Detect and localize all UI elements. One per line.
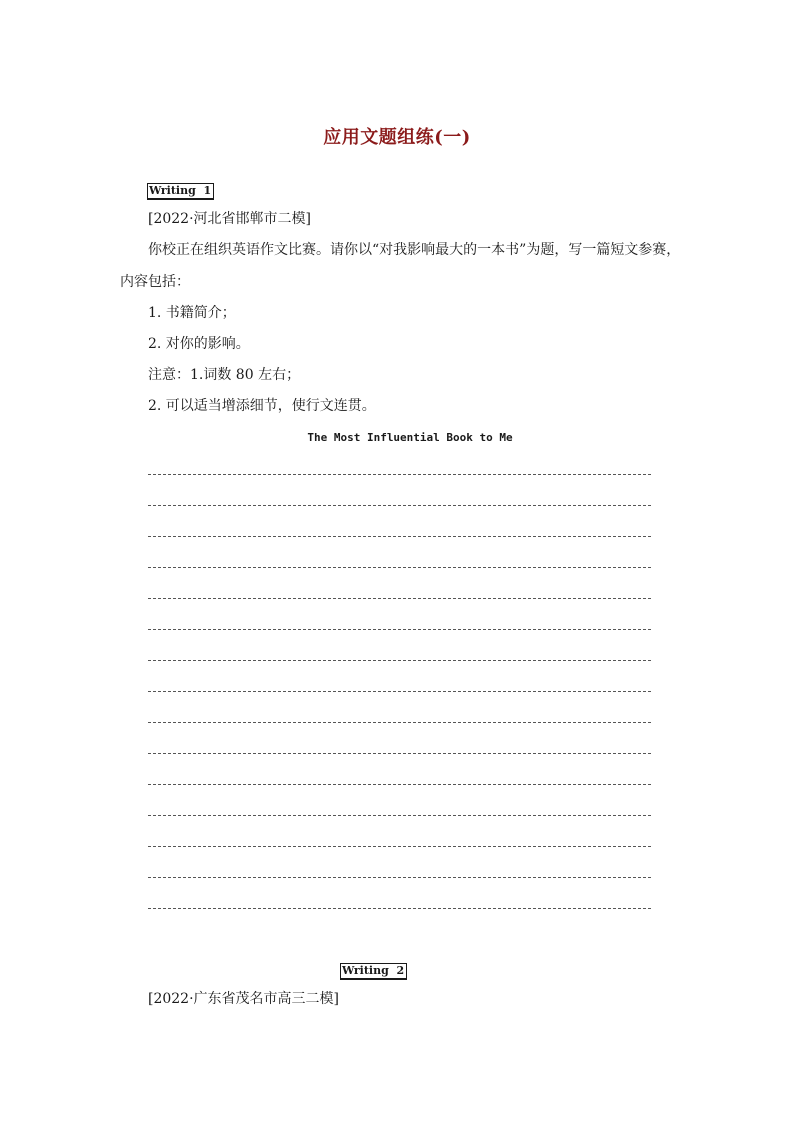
answer-line[interactable] xyxy=(148,536,651,537)
answer-line[interactable] xyxy=(148,505,651,506)
writing-1-note-1: 注意：1.词数 80 左右； xyxy=(148,367,301,383)
writing-1-prompt-line-1: 你校正在组织英语作文比赛。请你以“对我影响最大的一本书”为题，写一篇短文参赛， xyxy=(148,242,681,258)
answer-line[interactable] xyxy=(148,660,651,661)
answer-line[interactable] xyxy=(148,691,651,692)
essay-title: The Most Influential Book to Me xyxy=(307,431,513,444)
writing-1-item-1: 1. 书籍简介； xyxy=(148,305,236,321)
answer-line[interactable] xyxy=(148,753,651,754)
answer-line[interactable] xyxy=(148,629,651,630)
writing-1-item-2: 2. 对你的影响。 xyxy=(148,336,250,352)
writing-1-source: [2022·河北省邯郸市二模] xyxy=(148,211,312,227)
answer-line[interactable] xyxy=(148,598,651,599)
answer-line[interactable] xyxy=(148,877,651,878)
writing-1-label: Writing 1 xyxy=(147,183,214,200)
page-title: 应用文题组练(一) xyxy=(323,127,471,148)
answer-line[interactable] xyxy=(148,815,651,816)
writing-2-label: Writing 2 xyxy=(340,963,407,980)
writing-2-source: [2022·广东省茂名市高三二模] xyxy=(148,991,340,1007)
answer-line[interactable] xyxy=(148,846,651,847)
answer-line[interactable] xyxy=(148,567,651,568)
answer-line[interactable] xyxy=(148,474,651,475)
answer-line[interactable] xyxy=(148,722,651,723)
answer-line[interactable] xyxy=(148,784,651,785)
writing-1-prompt-line-2: 内容包括： xyxy=(120,274,190,290)
answer-line[interactable] xyxy=(148,908,651,909)
writing-1-note-2: 2. 可以适当增添细节，使行文连贯。 xyxy=(148,398,376,414)
answer-lines[interactable] xyxy=(148,474,651,939)
